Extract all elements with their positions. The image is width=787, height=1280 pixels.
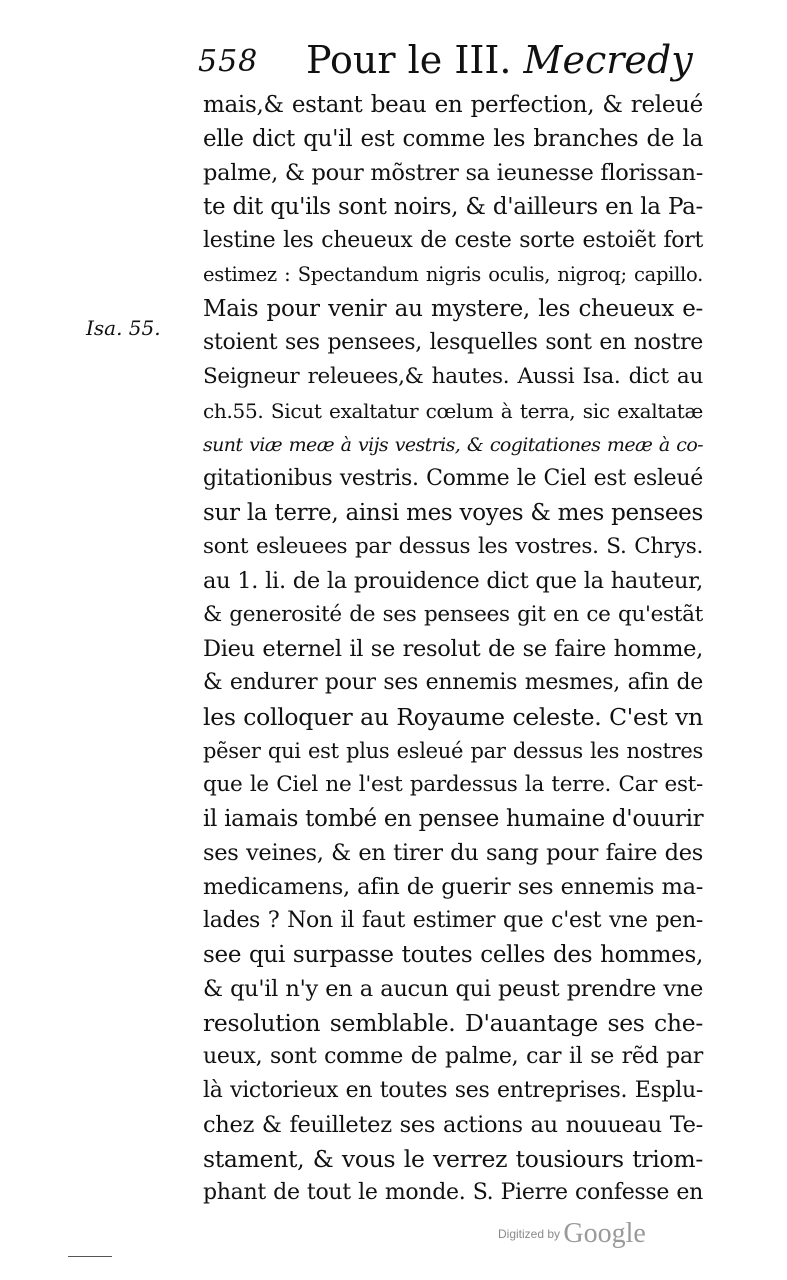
- text-line: que le Ciel ne l'est pardessus la terre. Car est-: [203, 772, 703, 797]
- text-line: te dit qu'ils sont noirs, & d'ailleurs en la Pa-: [203, 194, 703, 220]
- text-line: pẽser qui est plus esleué par dessus les nostres: [203, 739, 703, 763]
- digitized-watermark: [498, 1218, 646, 1250]
- text-line: stament, & vous le verrez tousiours triom-: [203, 1145, 703, 1173]
- margin-note: Isa. 55.: [86, 316, 161, 340]
- text-line: lestine les cheueux de ceste sorte estoiẽt fort: [203, 228, 703, 253]
- text-line: stoient ses pensees, lesquelles sont en nostre: [203, 330, 703, 355]
- footer-rule: [68, 1256, 112, 1257]
- text-line: lades ? Non il faut estimer que c'est vne pen-: [203, 908, 703, 933]
- text-line: Mais pour venir au mystere, les cheueux e-: [203, 296, 703, 322]
- text-line: elle dict qu'il est comme les branches de la: [203, 126, 703, 152]
- text-line: ch.55. Sicut exaltatur cœlum à terra, sic exaltatæ: [203, 399, 703, 423]
- google-logo: Google: [563, 1218, 646, 1249]
- text-line: Dieu eternel il se resolut de se faire homme,: [203, 636, 703, 662]
- running-title-day: Mecredy: [523, 38, 693, 82]
- text-line: là victorieux en toutes ses entreprises. Esplu-: [203, 1078, 703, 1103]
- text-line: au 1. li. de la prouidence dict que la hauteur,: [203, 568, 703, 594]
- text-line: mais,& estant beau en perfection, & releué: [203, 92, 703, 118]
- text-line: estimez : Spectandum nigris oculis, nigroq; capillo.: [203, 263, 703, 286]
- text-line: medicamens, afin de guerir ses ennemis ma-: [203, 874, 703, 900]
- text-line: Seigneur releuees,& hautes. Aussi Isa. dict au: [203, 364, 703, 389]
- text-line: & qu'il n'y en a aucun qui peust prendre vne: [203, 976, 703, 1002]
- text-line: ueux, sont comme de palme, car il se rẽd par: [203, 1044, 703, 1069]
- body-text: [203, 88, 703, 1210]
- text-line: resolution semblable. D'auantage ses che-: [203, 1009, 703, 1037]
- text-line: see qui surpasse toutes celles des hommes,: [203, 942, 703, 968]
- text-line: sont esleuees par dessus les vostres. S. Chrys.: [203, 534, 703, 559]
- text-line: les colloquer au Royaume celeste. C'est vn: [203, 703, 703, 731]
- text-line: il iamais tombé en pensee humaine d'ouurir: [203, 806, 704, 832]
- text-line: chez & feuilletez ses actions au nouueau Te-: [203, 1112, 703, 1138]
- text-line: & generosité de ses pensees git en ce qu'estãt: [203, 602, 703, 627]
- running-title: [306, 38, 693, 82]
- text-line: ses veines, & en tirer du sang pour faire des: [203, 840, 703, 866]
- text-line: sunt viæ meæ à vijs vestris, & cogitationes meæ à co-: [203, 434, 703, 456]
- text-line: gitationibus vestris. Comme le Ciel est esleué: [203, 466, 703, 491]
- page-number: 558: [198, 44, 259, 79]
- text-line: sur la terre, ainsi mes voyes & mes pensees: [203, 500, 703, 526]
- text-line: phant de tout le monde. S. Pierre confesse en: [203, 1180, 703, 1205]
- text-line: palme, & pour mõstrer sa ieunesse florissan-: [203, 160, 703, 186]
- running-title-main: Pour le III.: [306, 38, 524, 82]
- text-line: & endurer pour ses ennemis mesmes, afin de: [203, 670, 703, 695]
- page-header: [198, 38, 693, 86]
- digitized-by-label: Digitized by: [498, 1227, 564, 1241]
